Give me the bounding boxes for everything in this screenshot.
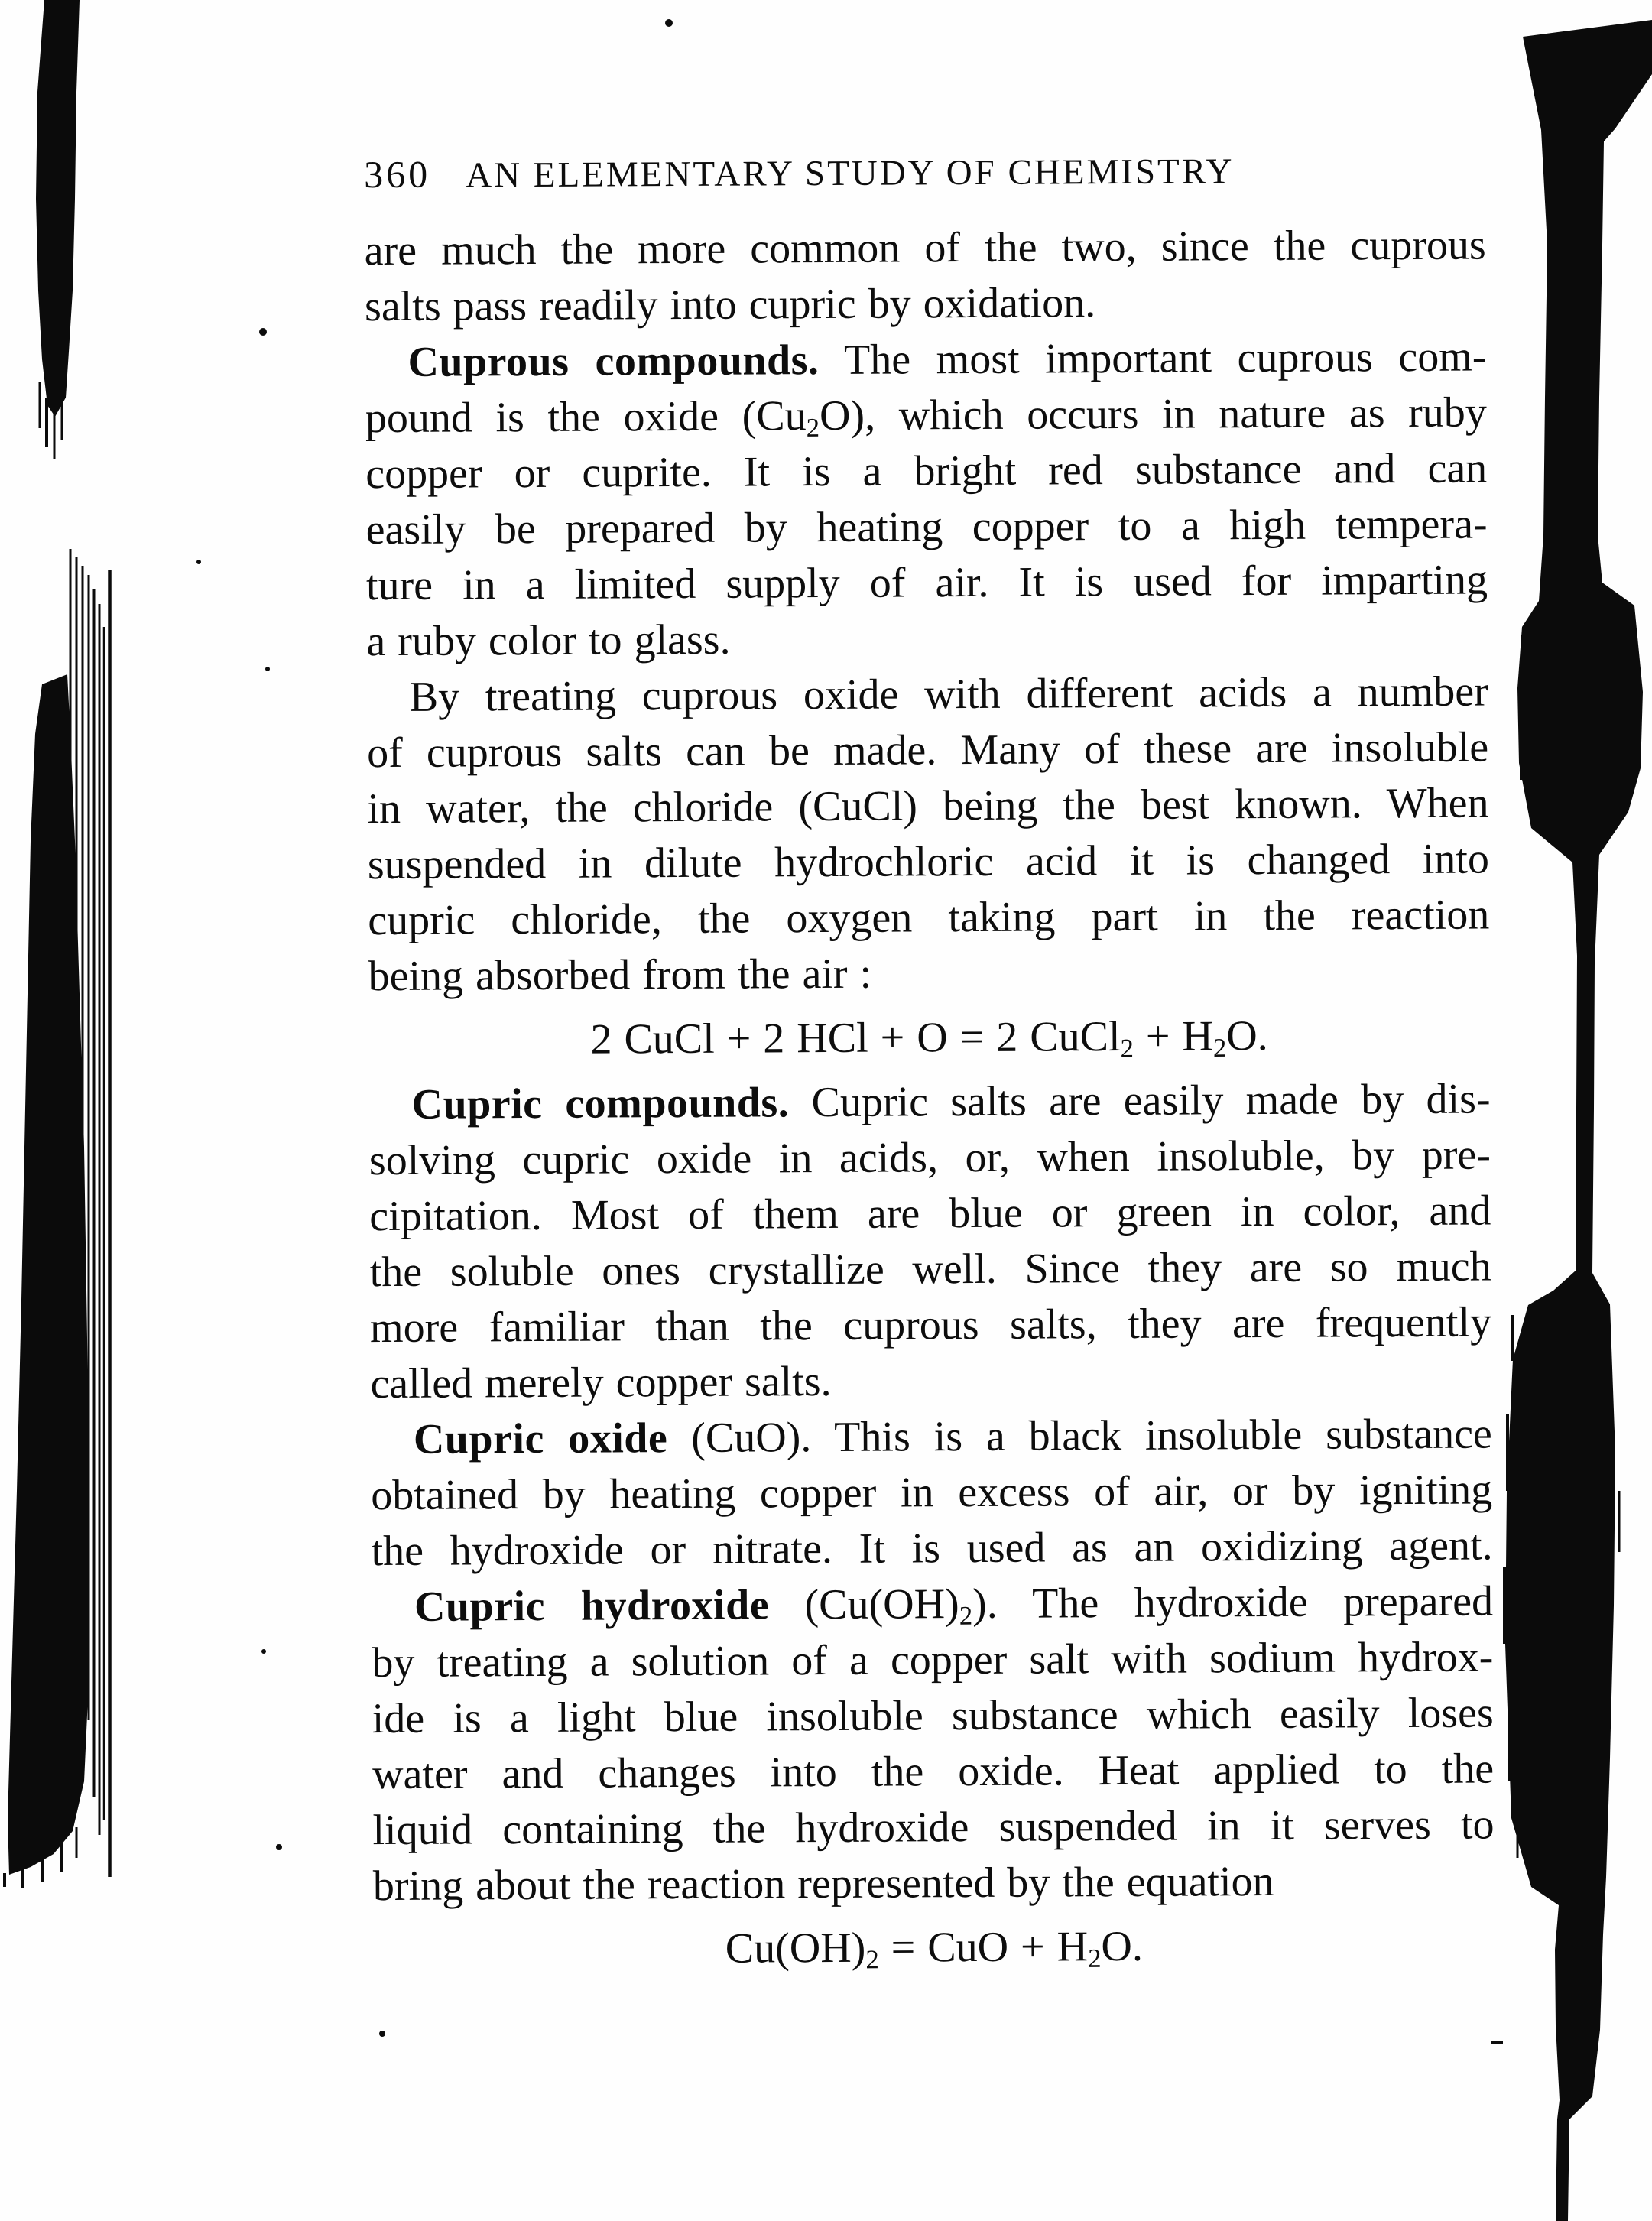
text-line: the hydroxide or nitrate. It is used as an oxidizing agent. [371,1521,1493,1576]
text-line: Cupric compounds. Cupric salts are easily made by dis- [411,1075,1491,1128]
text-line: By treating cuprous oxide with different acids a number [409,667,1488,721]
text-line: copper or cuprite. It is a bright red substance and can [365,444,1488,498]
text-line: more familiar than the cuprous salts, they are frequently [369,1298,1492,1352]
text-line: cipitation. Most of them are blue or green in color, and [369,1187,1491,1241]
text-line: Cupric oxide (CuO). This is a black insoluble substance [413,1410,1492,1463]
text-line: pound is the oxide $(Cu_2O)$, which occurs in nature as ruby [365,388,1487,443]
text-line: ide is a light blue insoluble substance which easily loses [372,1689,1494,1743]
text-line: cupric chloride, the oxygen taking part in the reaction [368,891,1490,945]
text-line: bring about the reaction represented by the equation [372,1857,1274,1911]
text-line: of cuprous salts can be made. Many of these are insoluble [366,723,1489,778]
text-line: salts pass readily into cupric by oxidation. [364,279,1096,331]
text-line: the soluble ones crystallize well. Since they are so much [369,1242,1491,1297]
page-number: 360 [364,152,431,196]
text-line: in water, the chloride (CuCl) being the best known. When [367,779,1489,833]
text-line: being absorbed from the air : [368,950,872,1001]
chemical-equation: $Cu(OH)_2$ = CuO + $H_2O$. [725,1922,1144,1975]
text-line: obtained by heating copper in excess of air, or by igniting [371,1466,1493,1520]
text-line: solving cupric oxide in acids, or, when insoluble, by pre- [368,1131,1491,1185]
text-line: easily be prepared by heating copper to a high tempera- [365,500,1488,554]
text-line: water and changes into the oxide. Heat applied to the [372,1745,1495,1799]
text-line: by treating a solution of a copper salt with sodium hydrox- [372,1633,1494,1687]
text-line: ture in a limited supply of air. It is used for imparting [365,556,1488,610]
text-line: called merely copper salts. [370,1357,832,1408]
text-line: Cupric hydroxide $(Cu(OH)_2)$. The hydroxide prepared [414,1577,1494,1631]
running-head [364,146,1485,196]
running-title: AN ELEMENTARY STUDY OF CHEMISTRY [466,151,1235,196]
chemical-equation: 2 CuCl + 2 HCl + O = 2 CuCl$_2$ + $H_2O$. [590,1011,1268,1063]
text-line: suspended in dilute hydrochloric acid it is changed into [367,835,1490,889]
text-line: liquid containing the hydroxide suspended in it serves to [372,1801,1495,1855]
text-line: Cuprous compounds. The most important cuprous com- [407,333,1487,386]
text-line: are much the more common of the two, since the cuprous [364,221,1486,275]
page-body-text [365,217,1495,1987]
text-line: a ruby color to glass. [366,615,731,666]
